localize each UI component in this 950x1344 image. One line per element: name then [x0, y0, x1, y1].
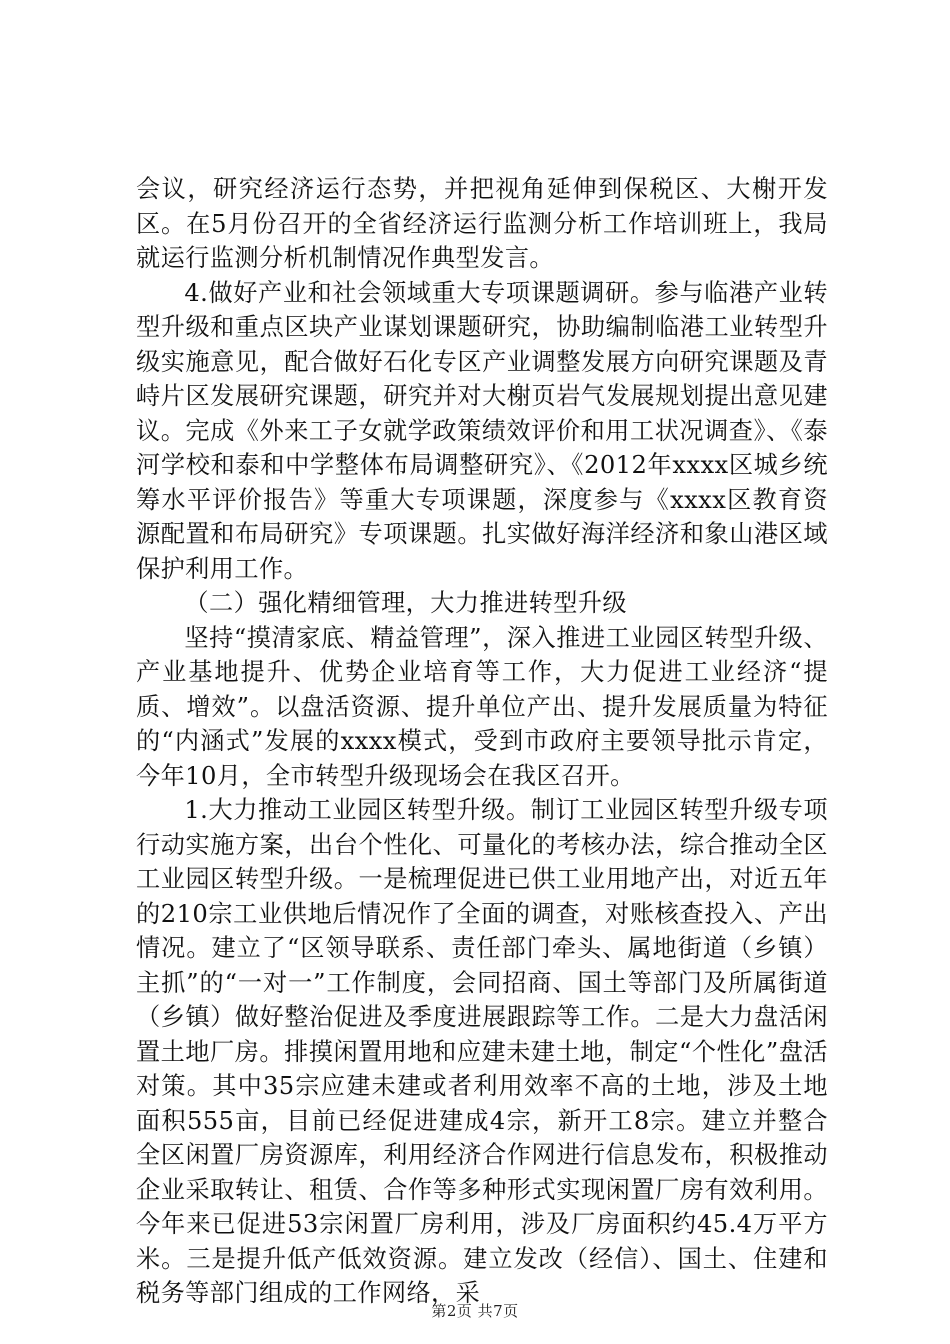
document-body [136, 172, 828, 1311]
paragraph-item-1: 1.大力推动工业园区转型升级。制订工业园区转型升级专项行动实施方案，出台个性化、可量化的考核办法，综合推动全区工业园区转型升级。一是梳理促进已供工业用地产出，对近五年的210宗工业供地后情况作了全面的调查，对账核查投入、产出情况。建立了“区领导联系、责任部门牵头、属地街道（乡镇）主抓”的“一对一”工作制度，会同招商、国土等部门及所属街道（乡镇）做好整治促进及季度进展跟踪等工作。二是大力盘活闲置土地厂房。排摸闲置用地和应建未建土地，制定“个性化”盘活对策。其中35宗应建未建或者利用效率不高的土地，涉及土地面积555亩，目前已经促进建成4宗，新开工8宗。建立并整合全区闲置厂房资源库，利用经济合作网进行信息发布，积极推动企业采取转让、租赁、合作等多种形式实现闲置厂房有效利用。今年来已促进53宗闲置厂房利用，涉及厂房面积约45.4万平方米。三是提升低产低效资源。建立发改（经信）、国土、住建和税务等部门组成的工作网络，采 [136, 796, 828, 1307]
paragraph-item-4: 4.做好产业和社会领域重大专项课题调研。参与临港产业转型升级和重点区块产业谋划课题研究，协助编制临港工业转型升级实施意见，配合做好石化专区产业调整发展方向研究课题及青峙片区发展研究课题，研究并对大榭页岩气发展规划提出意见建议。完成《外来工子女就学政策绩效评价和用工状况调查》、《泰河学校和泰和中学整体布局调整研究》、《2012年xxxx区城乡统筹水平评价报告》等重大专项课题，深度参与《xxxx区教育资源配置和布局研究》专项课题。扎实做好海洋经济和象山港区域保护利用工作。 [136, 278, 828, 583]
paragraph-continuation: 会议，研究经济运行态势，并把视角延伸到保税区、大榭开发区。在5月份召开的全省经济运行监测分析工作培训班上，我局就运行监测分析机制情况作典型发言。 [136, 175, 828, 272]
paragraph-section-intro: 坚持“摸清家底、精益管理”，深入推进工业园区转型升级、产业基地提升、优势企业培育等工作，大力促进工业经济“提质、增效”。以盘活资源、提升单位产出、提升发展质量为特征的“内涵式”发展的xxxx模式，受到市政府主要领导批示肯定，今年10月，全市转型升级现场会在我区召开。 [136, 623, 828, 790]
section-heading-2: （二）强化精细管理，大力推进转型升级 [184, 589, 627, 617]
page-footer: 第2页 共7页 [431, 1302, 519, 1320]
